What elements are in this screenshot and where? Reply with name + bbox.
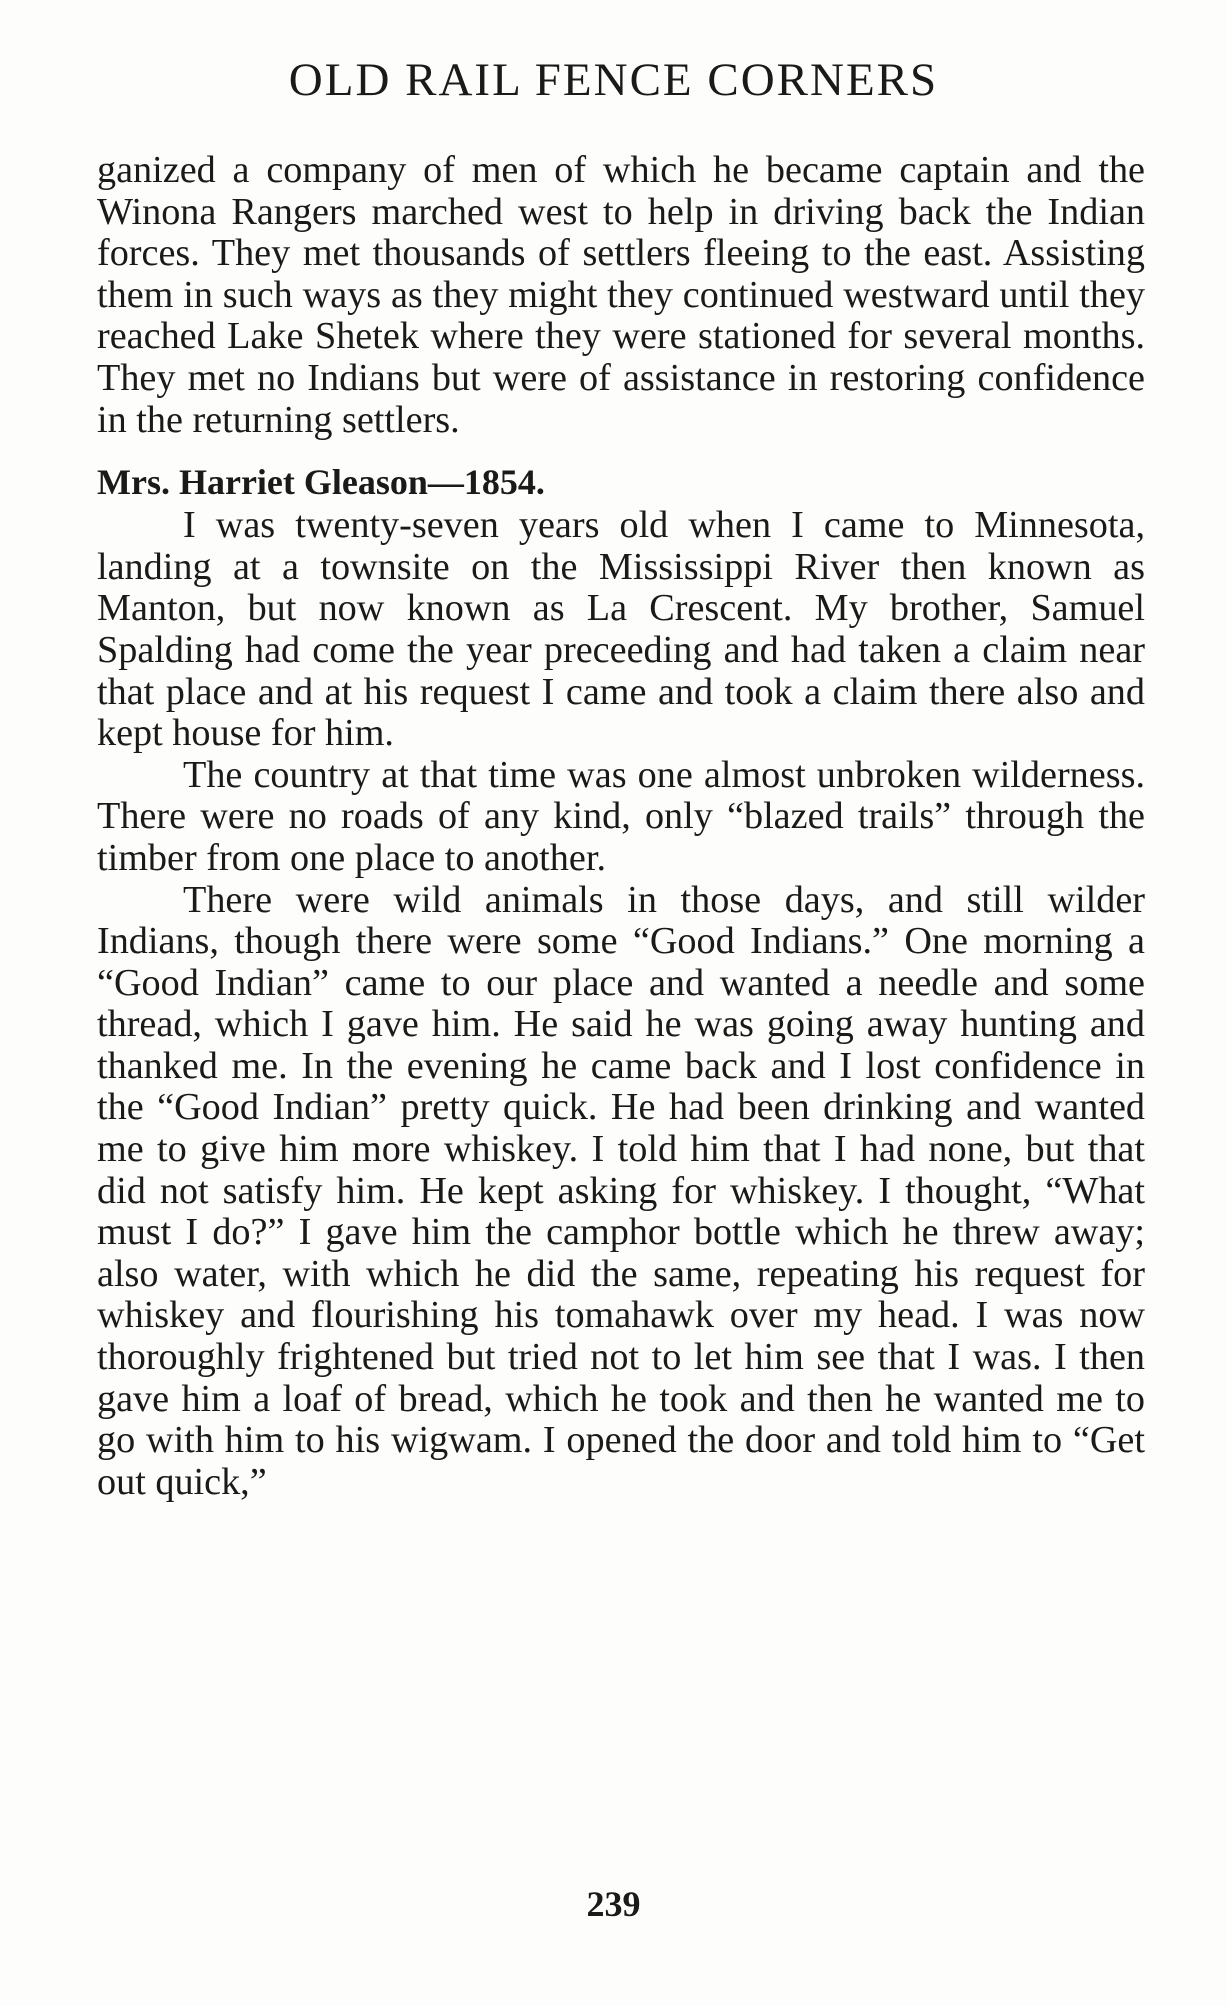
section-heading: Mrs. Harriet Gleason—1854. <box>97 462 545 503</box>
continuation-paragraph: ganized a company of men of which he became captain and the Winona Rangers marched west to help in driving back the Indian forces. They met thousands of settlers fleeing to the east. Assisting them in such ways as they might they continued westward until they reached Lake Shetek where they were stationed for several months. They met no Indians but were of assistance in restoring confidence in the returning settlers. <box>97 149 1145 441</box>
paragraph-2: The country at that time was one almost unbroken wilderness. There were no roads of any kind, only “blazed trails” through the timber from one place to another. <box>97 753 1145 879</box>
paragraph-3: There were wild animals in those days, and still wilder Indians, though there were some “Good Indians.” One morning a “Good Indian” came to our place and wanted a needle and some thread, which I gave him. He said he was going away hunting and thanked me. In the evening he came back and I lost confidence in the “Good Indian” pretty quick. He had been drinking and wanted me to give him more whiskey. I told him that I had none, but that did not satisfy him. He kept asking for whiskey. I thought, “What must I do?” I gave him the camphor bottle which he threw away; also water, with which he did the same, repeating his request for whiskey and flourishing his tomahawk over my head. I was now thoroughly frightened but tried not to let him see that I was. I then gave him a loaf of bread, which he took and then he wanted me to go with him to his wigwam. I opened the door and told him to “Get out quick,” <box>97 878 1145 1503</box>
body-text <box>97 150 1145 1503</box>
running-head: OLD RAIL FENCE CORNERS <box>288 54 939 106</box>
paragraph-1: I was twenty-seven years old when I came to Minnesota, landing at a townsite on the Mississippi River then known as Manton, but now known as La Crescent. My brother, Samuel Spalding had come the year preceeding and had taken a claim near that place and at his request I came and took a claim there also and kept house for him. <box>97 504 1145 755</box>
page-number: 239 <box>586 1884 641 1924</box>
